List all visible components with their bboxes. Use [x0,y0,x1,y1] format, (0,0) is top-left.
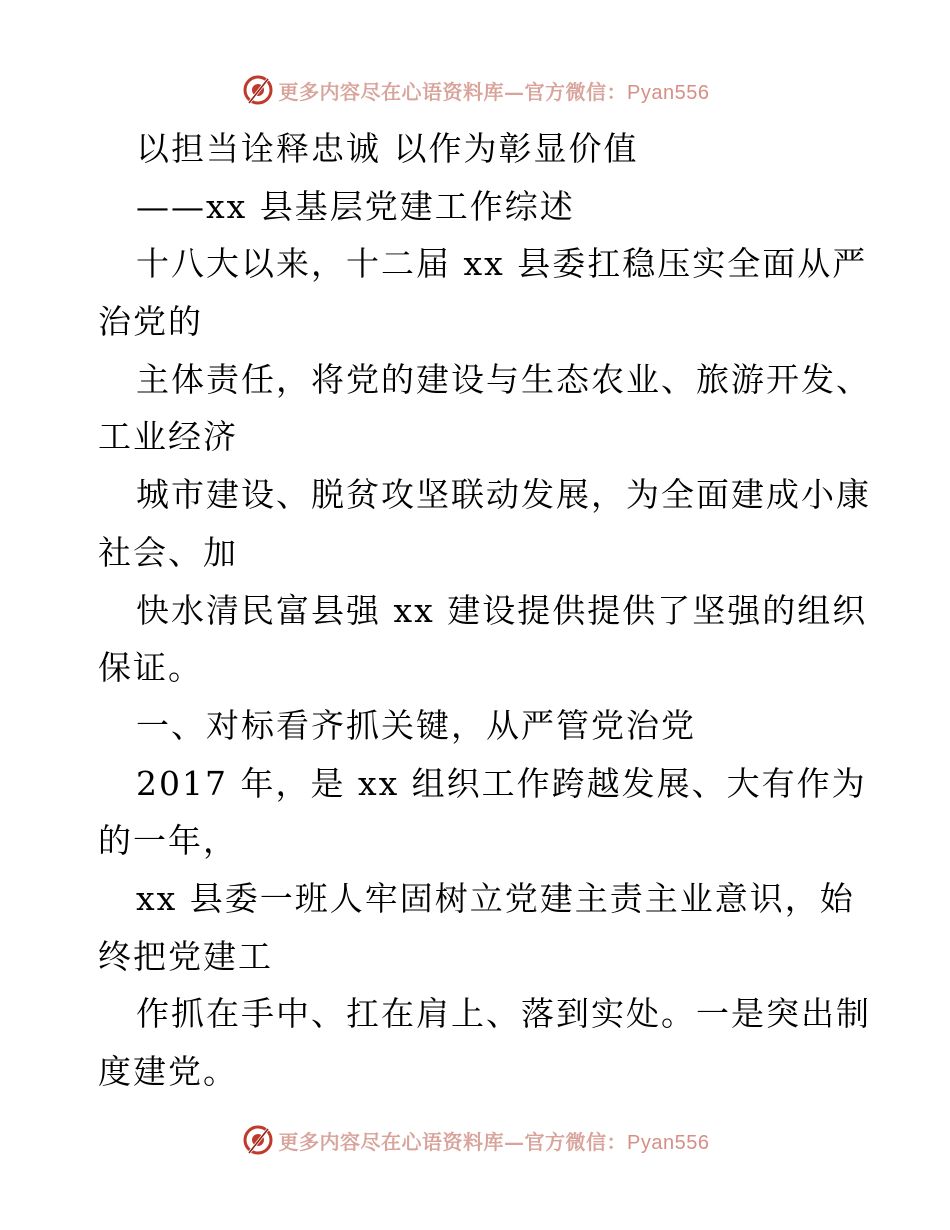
text-line: 十八大以来，十二届 xx 县委扛稳压实全面从严 [136,244,868,284]
text-line: 主体责任，将党的建设与生态农业、旅游开发、 [136,359,871,399]
text-line: 的一年， [98,821,238,861]
header-watermark [0,70,950,110]
footer-watermark [0,1120,950,1160]
text-line: 以担当诠释忠诚 以作为彰显价值 [136,129,639,168]
watermark-text: 更多内容尽在心语资料库—官方微信：Pyan556 [278,1129,710,1154]
text-line: 作抓在手中、扛在肩上、落到实处。一是突出制 [136,994,871,1034]
text-line: 社会、加 [98,532,238,572]
document-body [98,120,871,1101]
quill-logo-icon [241,1123,275,1157]
text-line: 治党的 [98,302,203,342]
text-line: 度建党。 [98,1052,238,1091]
text-line: 城市建设、脱贫攻坚联动发展，为全面建成小康 [136,475,871,515]
text-line: ——xx 县基层党建工作综述 [136,186,575,226]
text-line: 工业经济 [98,417,238,457]
text-line: xx 县委一班人牢固树立党建主责主业意识，始 [136,878,855,918]
text-line: 快水清民富县强 xx 建设提供提供了坚强的组织 [136,590,868,630]
watermark-text: 更多内容尽在心语资料库—官方微信：Pyan556 [278,79,710,104]
text-line: 终把党建工 [98,936,273,976]
quill-logo-icon [241,73,275,107]
text-line: 保证。 [98,648,203,688]
text-line: 2017 年，是 xx 组织工作跨越发展、大有作为 [136,763,867,803]
text-line: 一、对标看齐抓关键，从严管党治党 [136,705,696,745]
